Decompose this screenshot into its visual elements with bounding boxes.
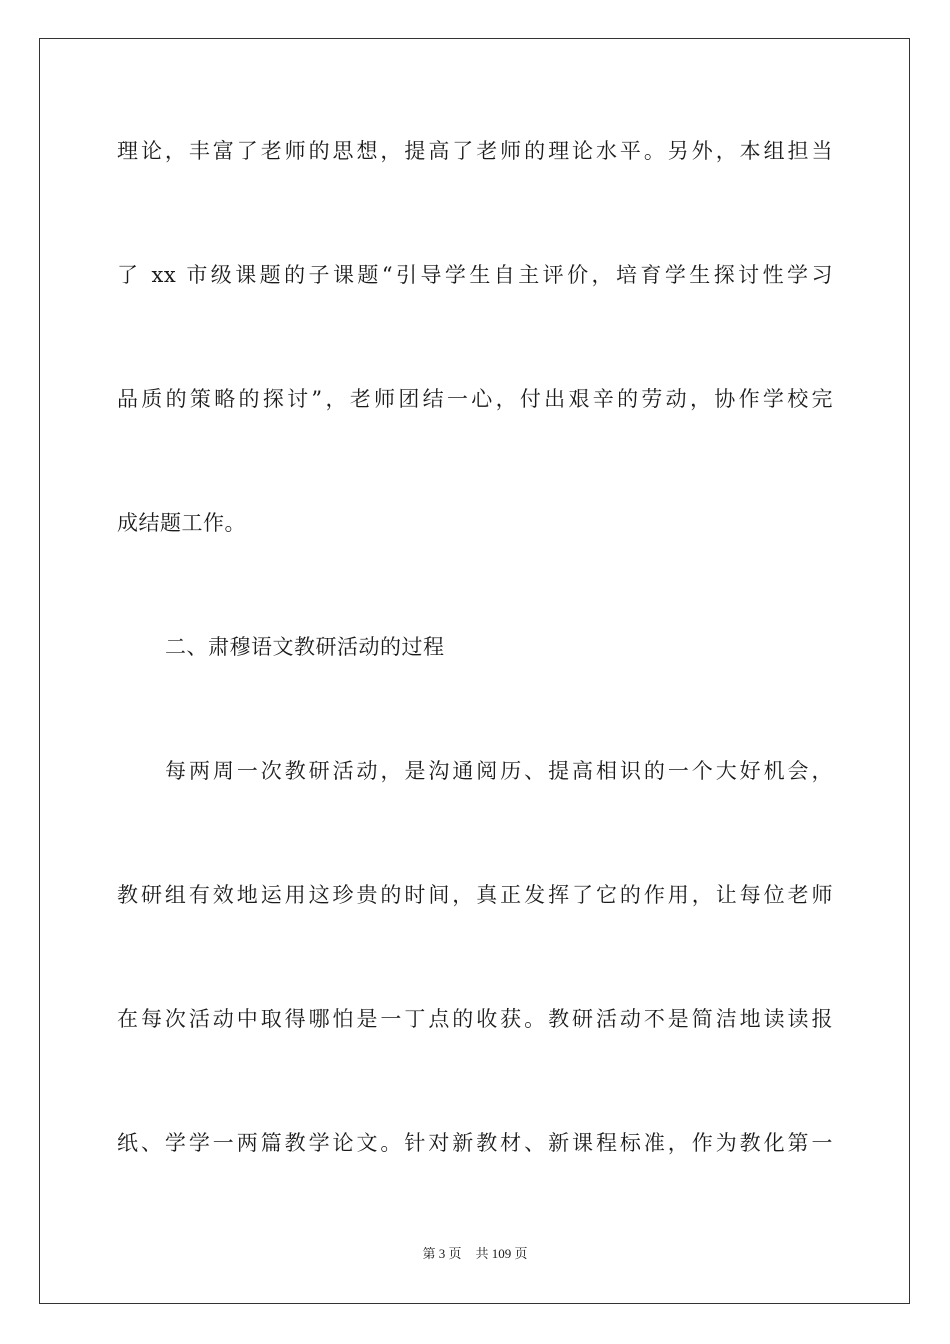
page-number: 第 3 页 bbox=[422, 1246, 462, 1261]
body-line-1: 理论，丰富了老师的思想，提高了老师的理论水平。另外，本组担当 bbox=[117, 139, 833, 163]
body-line-8: 纸、学学一两篇教学论文。针对新教材、新课程标准，作为教化第一 bbox=[117, 1131, 833, 1155]
body-line-2: 了 xx 市级课题的子课题“引导学生自主评价，培育学生探讨性学习 bbox=[117, 263, 833, 287]
body-line-4: 成结题工作。 bbox=[117, 511, 246, 535]
page-total: 共 109 页 bbox=[475, 1246, 528, 1261]
page-border bbox=[39, 38, 910, 1304]
body-line-5: 每两周一次教研活动，是沟通阅历、提高相识的一个大好机会， bbox=[165, 759, 833, 783]
body-line-6: 教研组有效地运用这珍贵的时间，真正发挥了它的作用，让每位老师 bbox=[117, 883, 833, 907]
page-footer bbox=[0, 1245, 950, 1263]
body-line-3: 品质的策略的探讨”，老师团结一心，付出艰辛的劳动，协作学校完 bbox=[117, 387, 833, 411]
body-line-7: 在每次活动中取得哪怕是一丁点的收获。教研活动不是简洁地读读报 bbox=[117, 1007, 833, 1031]
section-heading: 二、肃穆语文教研活动的过程 bbox=[165, 635, 445, 659]
